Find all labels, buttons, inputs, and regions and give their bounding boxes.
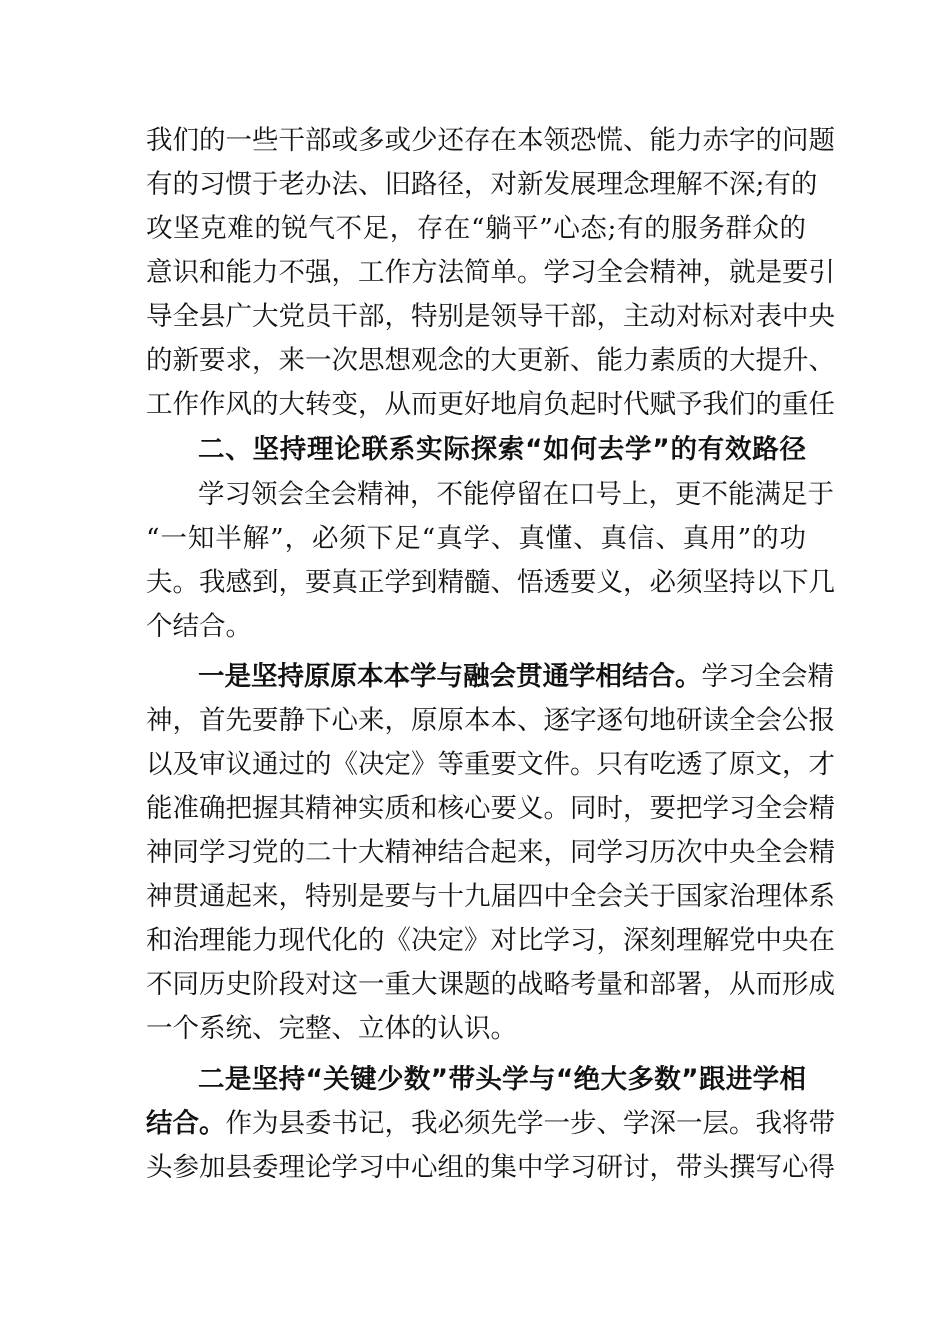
paragraph-line: 和治理能力现代化的《决定》对比学习，深刻理解党中央在 <box>146 925 835 956</box>
section-heading: 二、坚持理论联系实际探索“如何去学”的有效路径 <box>198 434 806 465</box>
paragraph-text: 学习全会精 <box>701 661 834 692</box>
paragraph-line: 神，首先要静下心来，原原本本、逐字逐句地研读全会公报 <box>146 705 835 736</box>
paragraph-line: 个结合。 <box>146 611 252 642</box>
paragraph-line: 工作作风的大转变，从而更好地肩负起时代赋予我们的重任 <box>146 389 835 420</box>
paragraph-line: 神同学习党的二十大精神结合起来，同学习历次中央全会精 <box>146 837 835 868</box>
paragraph-line: 能准确把握其精神实质和核心要义。同时，要把学习全会精 <box>146 793 835 824</box>
paragraph-line: 有的习惯于老办法、旧路径，对新发展理念理解不深;有的 <box>146 169 818 200</box>
paragraph-line: 头参加县委理论学习中心组的集中学习研讨，带头撰写心得 <box>146 1152 835 1183</box>
paragraph-line: 夫。我感到，要真正学到精髓、悟透要义，必须坚持以下几 <box>146 567 835 598</box>
paragraph-line: 攻坚克难的锐气不足，存在“躺平”心态;有的服务群众的 <box>146 213 806 244</box>
paragraph-lead: 二是坚持“关键少数”带头学与“绝大多数”跟进学相 <box>198 1064 806 1095</box>
paragraph-line <box>146 1102 835 1146</box>
paragraph-line: 意识和能力不强，工作方法简单。学习全会精神，就是要引 <box>146 257 835 288</box>
paragraph-lead: 结合。 <box>146 1108 226 1139</box>
paragraph-line: 学习领会全会精神，不能停留在口号上，更不能满足于 <box>198 479 834 510</box>
paragraph-line: 的新要求，来一次思想观念的大更新、能力素质的大提升、 <box>146 345 835 376</box>
paragraph-line <box>198 655 834 699</box>
paragraph-lead: 一是坚持原原本本学与融会贯通学相结合。 <box>198 661 702 692</box>
paragraph-line: “一知半解”，必须下足“真学、真懂、真信、真用”的功 <box>146 523 806 554</box>
paragraph-line: 导全县广大党员干部，特别是领导干部，主动对标对表中央 <box>146 301 835 332</box>
paragraph-line: 以及审议通过的《决定》等重要文件。只有吃透了原文，才 <box>146 749 835 780</box>
paragraph-line: 神贯通起来，特别是要与十九届四中全会关于国家治理体系 <box>146 881 835 912</box>
paragraph-line: 我们的一些干部或多或少还存在本领恐慌、能力赤字的问题 <box>146 125 835 156</box>
paragraph-text: 作为县委书记，我必须先学一步、学深一层。我将带 <box>225 1108 835 1139</box>
paragraph-line: 一个系统、完整、立体的认识。 <box>146 1013 517 1044</box>
paragraph-line: 不同历史阶段对这一重大课题的战略考量和部署，从而形成 <box>146 969 835 1000</box>
